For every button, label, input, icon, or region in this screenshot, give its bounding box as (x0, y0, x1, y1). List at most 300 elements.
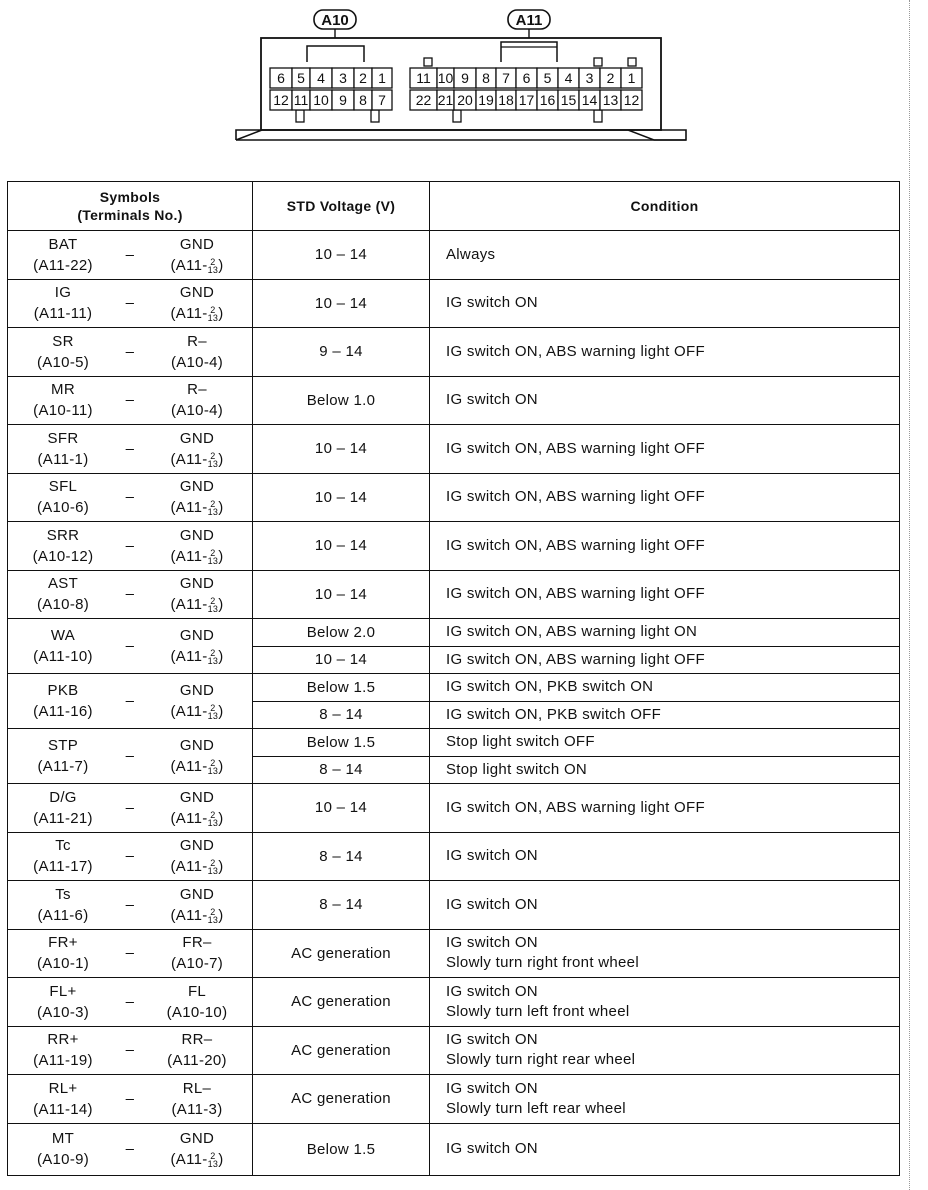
right-terminal-no (142, 953, 252, 974)
left-terminal (8, 1078, 118, 1120)
left-terminal-no: (A10-11) (33, 402, 93, 420)
terminal-fraction-bottom: 13 (207, 313, 219, 324)
left-terminal-no: (A11-19) (33, 1052, 93, 1070)
right-terminal-suffix: ) (218, 596, 224, 614)
pin-number: 15 (560, 92, 577, 108)
right-terminal-prefix: (A11- (170, 648, 208, 665)
left-symbol: Ts (55, 885, 71, 903)
condition-line: IG switch ON, ABS warning light OFF (446, 536, 705, 554)
condition (430, 1075, 900, 1124)
left-terminal-no: (A11-7) (37, 758, 89, 775)
condition-line: IG switch ON (446, 847, 538, 865)
condition (430, 646, 900, 674)
right-terminal-suffix: ) (218, 809, 224, 827)
std-voltage: 10 – 14 (253, 425, 430, 474)
pin-number: 8 (482, 70, 490, 86)
symbols-cell (8, 231, 253, 280)
symbols-header-line2: (Terminals No.) (77, 207, 183, 223)
condition (430, 231, 900, 280)
terminal-fraction-bottom: 13 (207, 817, 219, 828)
terminal-dash: – (125, 246, 135, 264)
condition (430, 425, 900, 474)
terminal-fraction-top: 2 (210, 256, 216, 267)
terminal-fraction (208, 1152, 219, 1168)
terminal-fraction-bottom: 13 (207, 1159, 219, 1170)
terminal-dash: – (125, 1041, 135, 1059)
left-terminal (8, 835, 118, 877)
terminal-dash: – (125, 1090, 135, 1108)
terminal-fraction-bottom: 13 (207, 711, 219, 722)
right-terminal (142, 282, 252, 324)
terminal-fraction-bottom: 13 (207, 555, 219, 566)
terminal-fraction (208, 500, 219, 516)
condition (430, 784, 900, 833)
terminal-fraction-top: 2 (210, 499, 216, 510)
pin-number: 21 (437, 92, 454, 108)
terminal-fraction-top: 2 (210, 450, 216, 461)
left-terminal (8, 884, 118, 926)
terminal-fraction (208, 649, 219, 665)
condition-line-2: Slowly turn right front wheel (446, 954, 639, 972)
right-terminal-prefix: (A11- (170, 703, 208, 720)
right-terminal-prefix: (A11- (170, 906, 208, 924)
left-symbol: MR (51, 381, 75, 399)
left-symbol: PKB (47, 682, 79, 699)
right-terminal-prefix: (A11- (170, 809, 208, 827)
terminal-fraction-top: 2 (210, 648, 216, 659)
left-symbol: AST (47, 575, 79, 593)
right-terminal-prefix: (A11- (170, 450, 208, 468)
condition (430, 674, 900, 702)
condition-line-2: Slowly turn right rear wheel (446, 1051, 636, 1069)
pin-number: 2 (606, 70, 615, 86)
table-row (8, 1075, 900, 1124)
condition-line: IG switch ON (446, 294, 538, 312)
left-terminal-no: (A11-17) (33, 858, 93, 876)
terminal-fraction-top: 2 (210, 1151, 216, 1162)
pin-number: 9 (339, 92, 347, 108)
right-terminal-prefix: (A11- (170, 256, 208, 274)
connector-diagram (0, 0, 928, 180)
left-terminal-no: (A11-1) (37, 450, 89, 468)
condition (430, 619, 900, 647)
right-terminal (142, 379, 252, 421)
left-terminal (8, 234, 118, 276)
left-terminal-no: (A11-16) (33, 703, 93, 720)
condition (430, 1123, 900, 1175)
condition-line: IG switch ON, ABS warning light OFF (446, 488, 705, 506)
symbols-cell (8, 1026, 253, 1075)
left-terminal (8, 981, 118, 1023)
pin-number: 17 (518, 92, 535, 108)
condition (430, 832, 900, 881)
terminal-fraction-top: 2 (210, 547, 216, 558)
left-terminal-no: (A10-9) (36, 1151, 90, 1168)
terminal-fraction (208, 549, 219, 565)
condition (430, 473, 900, 522)
pin-number: 3 (339, 70, 347, 86)
symbols-cell (8, 376, 253, 425)
left-terminal (8, 625, 118, 667)
std-voltage: 10 – 14 (253, 784, 430, 833)
std-voltage: 10 – 14 (253, 473, 430, 522)
left-symbol: MT (51, 1130, 75, 1147)
right-terminal (142, 787, 252, 829)
condition-line: IG switch ON (446, 1079, 538, 1097)
right-symbol: R– (187, 332, 207, 350)
left-terminal (8, 379, 118, 421)
left-symbol: BAT (48, 235, 78, 253)
right-terminal-no (142, 905, 252, 926)
right-terminal (142, 234, 252, 276)
left-symbol: FL+ (49, 982, 77, 1000)
right-terminal-suffix: ) (218, 648, 224, 665)
pin-number: 19 (478, 92, 494, 108)
terminal-dash: – (125, 692, 135, 710)
right-terminal-no (142, 1002, 252, 1023)
left-terminal (8, 1029, 118, 1071)
condition (430, 729, 900, 757)
right-terminal-no (142, 497, 252, 518)
left-terminal-no: (A11-6) (37, 906, 89, 924)
pin-number: 2 (359, 70, 367, 86)
right-terminal (142, 331, 252, 373)
left-terminal (8, 428, 118, 470)
symbols-cell (8, 929, 253, 978)
symbols-cell (8, 522, 253, 571)
table-row (8, 231, 900, 280)
terminal-dash: – (125, 537, 135, 555)
table-row (8, 729, 900, 757)
terminal-fraction-bottom: 13 (207, 866, 219, 877)
std-voltage: Below 2.0 (253, 619, 430, 647)
right-terminal-no (142, 546, 252, 567)
pin-number: 22 (415, 92, 432, 108)
pin-number: 6 (522, 70, 531, 86)
terminal-fraction-bottom: 13 (207, 766, 219, 777)
right-terminal (142, 428, 252, 470)
right-terminal-suffix: ) (218, 305, 224, 323)
std-voltage: 10 – 14 (253, 231, 430, 280)
right-terminal-suffix: ) (218, 1151, 224, 1168)
symbols-cell (8, 425, 253, 474)
terminal-fraction-bottom: 13 (207, 914, 219, 925)
right-terminal-prefix: (A10-4) (170, 353, 224, 371)
condition-line: Always (446, 245, 496, 263)
std-voltage: 10 – 14 (253, 646, 430, 674)
right-terminal-no (142, 808, 252, 829)
condition (430, 279, 900, 328)
right-terminal (142, 1029, 252, 1071)
terminal-fraction-top: 2 (210, 596, 216, 607)
pin-number: 5 (543, 70, 552, 86)
std-voltage: AC generation (253, 1075, 430, 1124)
right-terminal-prefix: (A10-4) (170, 402, 224, 420)
left-symbol: RL+ (48, 1079, 78, 1097)
table-row (8, 522, 900, 571)
table-row (8, 674, 900, 702)
right-terminal-no (142, 646, 252, 667)
pin-number: 8 (359, 92, 367, 108)
left-symbol: SFL (48, 478, 78, 496)
pin-number: 12 (273, 92, 289, 108)
table-row (8, 881, 900, 930)
a11-label: A11 (515, 12, 543, 29)
left-terminal-no: (A10-6) (36, 499, 90, 517)
condition-line: IG switch ON, ABS warning light OFF (446, 585, 705, 603)
std-voltage: 10 – 14 (253, 522, 430, 571)
left-terminal-no: (A11-10) (33, 648, 93, 665)
std-voltage: Below 1.5 (253, 1123, 430, 1175)
table-row (8, 425, 900, 474)
right-terminal-no (142, 856, 252, 877)
std-voltage: 8 – 14 (253, 881, 430, 930)
terminal-dash: – (125, 944, 135, 962)
right-terminal-no (142, 255, 252, 276)
left-symbol: D/G (49, 788, 77, 806)
right-terminal-prefix: (A11- (170, 596, 208, 614)
right-terminal-prefix: (A11- (170, 547, 208, 565)
right-terminal-suffix: ) (218, 703, 224, 720)
right-terminal-no (142, 594, 252, 615)
pin-number: 3 (585, 70, 594, 86)
right-terminal (142, 735, 252, 777)
right-symbol: RR– (181, 1031, 213, 1049)
terminal-dash: – (125, 847, 135, 865)
left-symbol: STP (47, 737, 79, 754)
left-terminal (8, 680, 118, 722)
terminal-dash: – (125, 488, 135, 506)
table-row (8, 1026, 900, 1075)
table-row (8, 929, 900, 978)
pin-number: 4 (564, 70, 573, 86)
table-row (8, 978, 900, 1027)
right-terminal-prefix: (A11-3) (171, 1100, 223, 1118)
left-symbol: WA (50, 627, 76, 644)
left-terminal-no: (A10-5) (36, 353, 90, 371)
right-terminal (142, 1128, 252, 1170)
left-terminal (8, 1128, 118, 1170)
right-symbol: GND (179, 235, 215, 253)
symbols-cell (8, 832, 253, 881)
right-terminal (142, 981, 252, 1023)
symbols-header-line1: Symbols (99, 189, 161, 205)
left-symbol: FR+ (48, 934, 78, 952)
condition-line: IG switch ON (446, 934, 538, 952)
symbols-header (8, 182, 253, 231)
left-symbol: IG (54, 284, 72, 302)
pin-number: 16 (539, 92, 556, 108)
terminal-dash: – (125, 747, 135, 765)
symbols-cell (8, 729, 253, 784)
std-voltage: Below 1.5 (253, 729, 430, 757)
condition-header: Condition (430, 182, 900, 231)
pin-number: 7 (378, 92, 386, 108)
right-symbol: R– (187, 381, 207, 399)
right-terminal-suffix: ) (218, 858, 224, 876)
symbols-cell (8, 328, 253, 377)
terminal-fraction (208, 811, 219, 827)
std-voltage: 8 – 14 (253, 701, 430, 729)
right-terminal-no (142, 449, 252, 470)
terminal-fraction (208, 759, 219, 775)
pin-number: 1 (627, 70, 636, 86)
condition (430, 570, 900, 619)
symbols-cell (8, 473, 253, 522)
right-symbol: GND (179, 284, 215, 302)
terminal-fraction (208, 704, 219, 720)
symbols-cell (8, 674, 253, 729)
right-symbol: GND (179, 885, 215, 903)
std-voltage: AC generation (253, 1026, 430, 1075)
condition (430, 929, 900, 978)
right-symbol: FL (187, 982, 207, 1000)
symbols-cell (8, 619, 253, 674)
std-voltage: 10 – 14 (253, 279, 430, 328)
left-terminal (8, 476, 118, 518)
pin-number: 7 (502, 70, 510, 86)
pin-number: 10 (437, 70, 454, 86)
terminal-dash: – (125, 391, 135, 409)
left-terminal (8, 573, 118, 615)
symbols-cell (8, 1075, 253, 1124)
condition (430, 1026, 900, 1075)
right-symbol: GND (179, 575, 215, 593)
right-terminal-suffix: ) (218, 450, 224, 468)
voltage-header: STD Voltage (V) (253, 182, 430, 231)
table-header-row (8, 182, 900, 231)
pin-number: 10 (313, 92, 329, 108)
terminal-fraction-top: 2 (210, 703, 216, 714)
right-terminal-suffix: ) (218, 256, 224, 274)
right-symbol: FR– (182, 934, 212, 952)
right-terminal-no (142, 756, 252, 777)
right-terminal-prefix: (A11- (170, 758, 208, 775)
right-terminal-no (142, 303, 252, 324)
right-terminal (142, 835, 252, 877)
right-terminal (142, 932, 252, 974)
std-voltage: 10 – 14 (253, 570, 430, 619)
std-voltage: AC generation (253, 929, 430, 978)
table-row (8, 784, 900, 833)
left-terminal (8, 525, 118, 567)
left-terminal (8, 282, 118, 324)
condition-line: IG switch ON, PKB switch OFF (446, 705, 662, 723)
right-terminal-prefix: (A10-7) (170, 955, 224, 973)
terminal-dash: – (125, 585, 135, 603)
voltage-spec-table (7, 181, 900, 1176)
condition-line: IG switch ON, PKB switch ON (446, 678, 654, 696)
right-terminal-no (142, 400, 252, 421)
right-terminal-prefix: (A11-20) (167, 1052, 227, 1070)
left-terminal-no: (A11-22) (33, 256, 93, 274)
condition (430, 701, 900, 729)
right-terminal (142, 573, 252, 615)
right-symbol: GND (179, 682, 215, 699)
right-terminal-no (142, 1050, 252, 1071)
terminal-fraction (208, 908, 219, 924)
right-symbol: GND (179, 837, 215, 855)
right-symbol: GND (179, 627, 215, 644)
a10-label: A10 (321, 12, 349, 29)
condition-line: IG switch ON (446, 895, 538, 913)
right-terminal (142, 1078, 252, 1120)
symbols-cell (8, 881, 253, 930)
terminal-dash: – (125, 440, 135, 458)
right-symbol: RL– (182, 1079, 212, 1097)
std-voltage: 9 – 14 (253, 328, 430, 377)
std-voltage: AC generation (253, 978, 430, 1027)
table-row (8, 473, 900, 522)
table-row (8, 1123, 900, 1175)
condition (430, 881, 900, 930)
condition-line: IG switch ON, ABS warning light OFF (446, 798, 705, 816)
right-symbol: GND (179, 1130, 215, 1147)
left-terminal-no: (A11-14) (33, 1100, 93, 1118)
left-symbol: SRR (46, 526, 80, 544)
condition-line: IG switch ON (446, 982, 538, 1000)
terminal-dash: – (125, 799, 135, 817)
pin-number: 12 (623, 92, 640, 108)
pin-number: 9 (461, 70, 469, 86)
right-symbol: GND (179, 788, 215, 806)
terminal-fraction (208, 859, 219, 875)
terminal-dash: – (125, 294, 135, 312)
condition-line: Stop light switch ON (446, 760, 588, 778)
left-terminal-no: (A10-8) (36, 596, 90, 614)
right-terminal (142, 476, 252, 518)
right-terminal-suffix: ) (218, 906, 224, 924)
table-row (8, 832, 900, 881)
right-terminal-no (142, 1149, 252, 1170)
condition-line-2: Slowly turn left rear wheel (446, 1099, 626, 1117)
condition-line: IG switch ON, ABS warning light OFF (446, 650, 705, 668)
terminal-fraction-bottom: 13 (207, 507, 219, 518)
terminal-fraction-bottom: 13 (207, 264, 219, 275)
condition (430, 756, 900, 784)
right-terminal-prefix: (A11- (170, 858, 208, 876)
left-terminal-no: (A11-21) (33, 809, 93, 827)
pin-number: 5 (297, 70, 305, 86)
pin-number: 1 (378, 70, 386, 86)
terminal-fraction-bottom: 13 (207, 458, 219, 469)
left-terminal (8, 331, 118, 373)
condition-line: IG switch ON, ABS warning light OFF (446, 342, 705, 360)
table-row (8, 376, 900, 425)
condition-line: IG switch ON (446, 1031, 538, 1049)
terminal-fraction (208, 452, 219, 468)
pin-number: 14 (581, 92, 598, 108)
pin-number: 20 (457, 92, 473, 108)
terminal-dash: – (125, 896, 135, 914)
table-row (8, 619, 900, 647)
terminal-dash: – (125, 1140, 135, 1158)
terminal-fraction (208, 258, 219, 274)
condition (430, 328, 900, 377)
symbols-cell (8, 279, 253, 328)
terminal-fraction-top: 2 (210, 758, 216, 769)
right-terminal-prefix: (A11- (170, 1151, 208, 1168)
pin-number: 13 (602, 92, 619, 108)
right-terminal-no (142, 352, 252, 373)
right-terminal (142, 525, 252, 567)
left-symbol: SFR (47, 429, 79, 447)
table-row (8, 328, 900, 377)
terminal-fraction-top: 2 (210, 305, 216, 316)
right-symbol: GND (179, 478, 215, 496)
left-terminal-no: (A10-1) (36, 955, 90, 973)
condition (430, 376, 900, 425)
